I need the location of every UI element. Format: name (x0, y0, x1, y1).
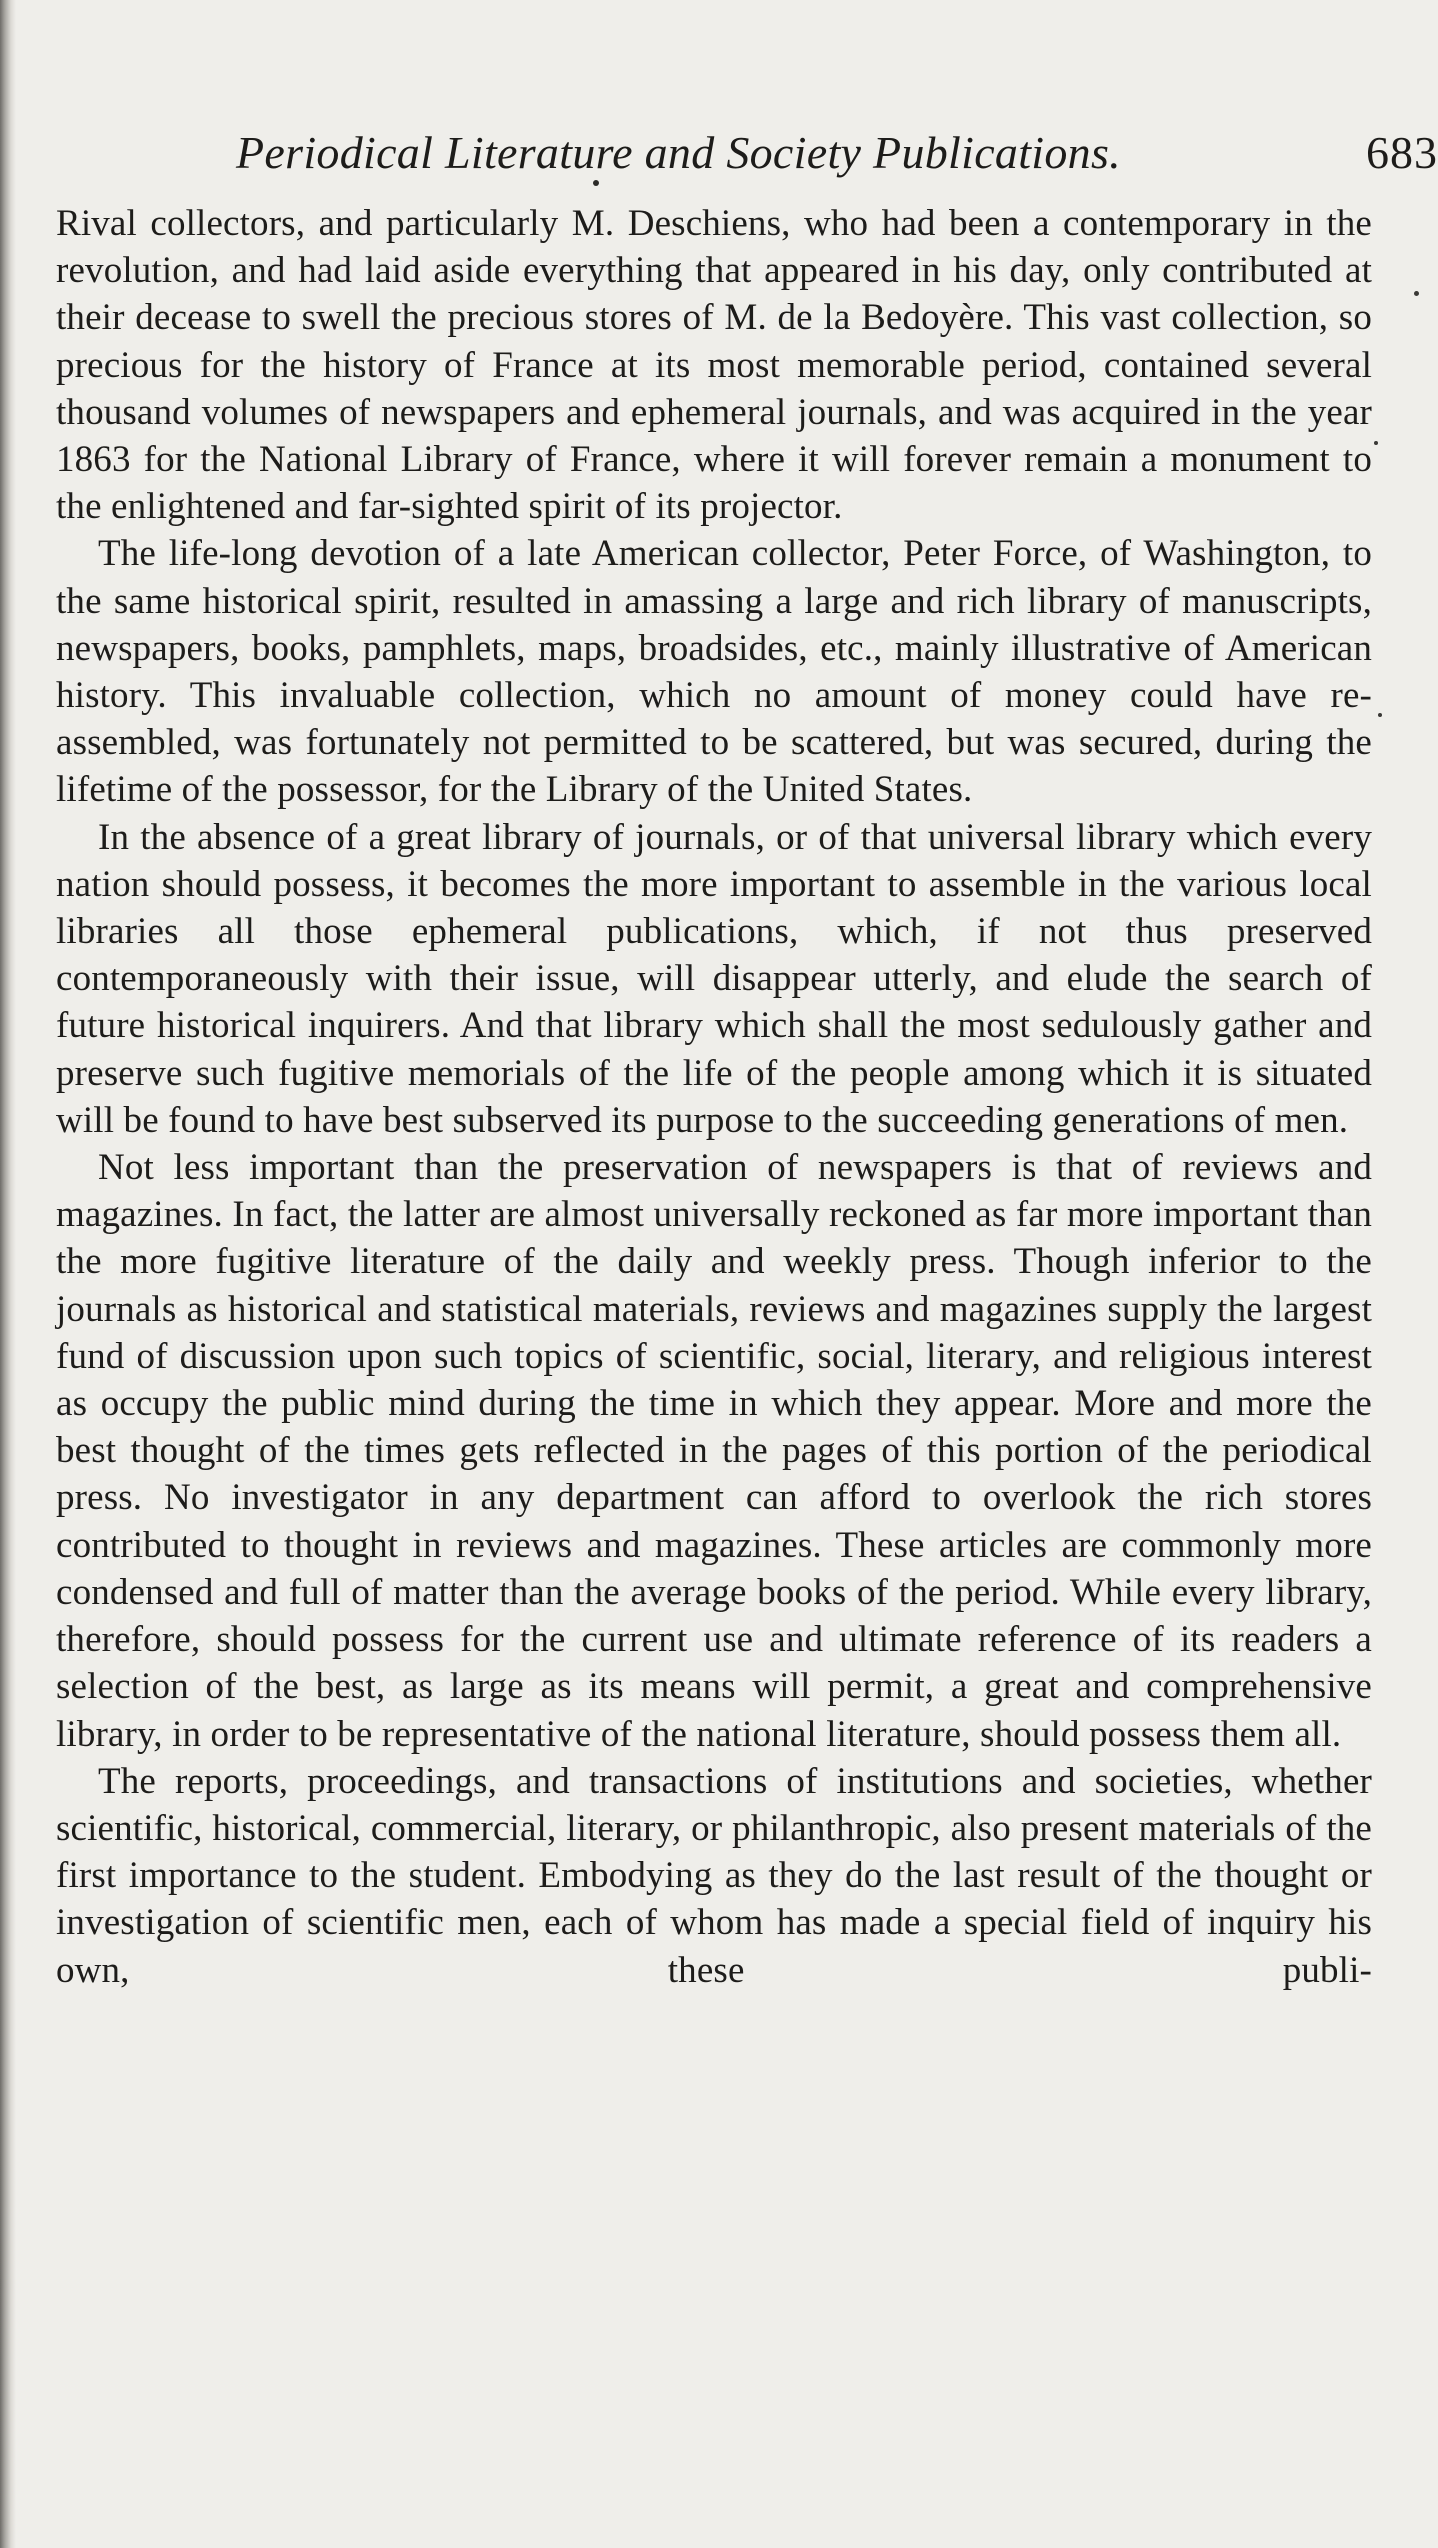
running-head (236, 118, 1438, 188)
page-number: 683 (1366, 127, 1438, 178)
paragraph: The reports, proceedings, and transactions of institutions and societies, whether scientific, historical, commercial, literary, or philanthropic, also present materials of the first importance to the student. Embodying as they do the last result of the thought or investigation of scientific men, each of whom has made a special field of inquiry his own, these publi- (56, 1760, 1372, 1991)
book-page (56, 0, 1438, 2548)
body-text (56, 200, 1372, 1994)
paragraph: The life-long devotion of a late American collector, Peter Force, of Washington, to the same historical spirit, resulted in amassing a large and rich library of manuscripts, newspapers, books, pamphlets, maps, broadsides, etc., mainly illustrative of American history. This invaluable collection, which no amount of money could have re-assembled, was fortunately not permitted to be scattered, but was secured, during the lifetime of the possessor, for the Library of the United States. (56, 533, 1372, 811)
margin-mark (1414, 291, 1419, 296)
paragraph: Not less important than the preservation of newspapers is that of reviews and magazines. In fact, the latter are almost universally reckoned as far more important than the more fugitive literature of the daily and weekly press. Though inferior to the journals as historical and statistical materials, reviews and magazines supply the largest fund of discussion upon such topics of scientific, social, literary, and religious interest as occupy the public mind during the time in which they appear. More and more the best thought of the times gets reflected in the pages of this portion of the periodical press. No investigator in any department can afford to overlook the rich stores contributed to thought in reviews and magazines. These articles are commonly more condensed and full of matter than the average books of the period. While every library, therefore, should possess for the current use and ultimate reference of its readers a selection of the best, as large as its means will permit, a great and comprehensive library, in order to be representative of the national literature, should possess them all. (56, 1147, 1372, 1755)
running-title: Periodical Literature and Society Publications. (236, 127, 1121, 178)
paragraph: In the absence of a great library of journals, or of that universal library which every nation should possess, it becomes the more important to assemble in the various local libraries all those ephemeral publications, which, if not thus preserved contemporaneously with their issue, will disappear utterly, and elude the search of future historical inquirers. And that library which shall the most sedulously gather and preserve such fugitive memorials of the life of the people among which it is situated will be found to have best subserved its purpose to the succeeding generations of men. (56, 816, 1372, 1141)
margin-mark (1374, 441, 1378, 445)
ink-speck (593, 180, 599, 186)
margin-mark (1378, 713, 1382, 717)
page-edge-shadow (0, 0, 16, 2548)
paragraph: Rival collectors, and particularly M. Deschiens, who had been a contemporary in the revolution, and had laid aside everything that appeared in his day, only contributed at their decease to swell the precious stores of M. de la Bedoyère. This vast collection, so precious for the history of France at its most memorable period, contained several thousand volumes of newspapers and ephemeral journals, and was acquired in the year 1863 for the National Library of France, where it will forever remain a monument to the enlightened and far-sighted spirit of its projector. (56, 203, 1372, 528)
